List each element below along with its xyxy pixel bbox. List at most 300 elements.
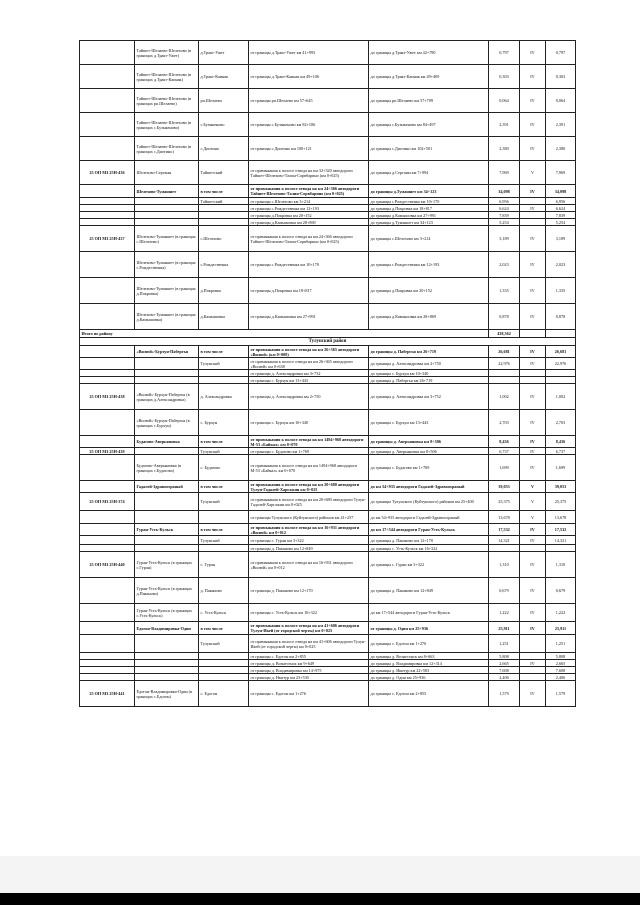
table-row	[80, 511, 576, 524]
cell-locality: с. Будагово	[199, 455, 249, 481]
cell-total: 39,053	[546, 481, 576, 493]
cell-to: до границы д.Тракт-Ужет км 42+790	[369, 41, 489, 65]
cell-to: до границы с.Бузыкеново км 84+497	[369, 113, 489, 137]
table-row	[80, 384, 576, 410]
cell-name	[135, 545, 199, 552]
cell-name: Гуран-Усть-Кульск (в границах с.Гуран)	[135, 552, 199, 578]
cell-length: 25,375	[489, 493, 520, 511]
cell-code	[80, 89, 135, 113]
cell-name: Будагово-Аверьяновка	[135, 436, 199, 448]
cell-total: 1,251	[546, 635, 576, 653]
table-row	[80, 455, 576, 481]
cell-from: от границы с. Едогон км 2+855	[249, 653, 369, 660]
cell-code	[80, 455, 135, 481]
cell-cat: V	[520, 481, 546, 493]
cell-total: 6,956	[546, 198, 576, 205]
district-total-value: 438,362	[489, 330, 520, 338]
cell-locality: д. Паканово	[199, 578, 249, 604]
cell-total: 1,579	[546, 681, 576, 707]
cell-code	[80, 667, 135, 674]
cell-length: 7,969	[489, 161, 520, 185]
cell-from: от примыкания к полосе отвода на км 1494+968 автодороги М-53 «Байкал» км 0+070	[249, 436, 369, 448]
cell-code	[80, 578, 135, 604]
cell-locality	[199, 545, 249, 552]
cell-total: 6,624	[546, 205, 576, 212]
cell-code	[80, 436, 135, 448]
cell-name: Шелехово-Серганы	[135, 161, 199, 185]
cell-from: от примыкания к полосе отвода на км 16+931 автодороги «Вилюй» км 0+012	[249, 552, 369, 578]
cell-code: 25 ОП МЗ 25Н-436	[80, 161, 135, 185]
cell-name	[135, 219, 199, 226]
cell-length: 3,189	[489, 226, 520, 252]
cell-code	[80, 358, 135, 370]
cell-length: 6,737	[489, 448, 520, 455]
cell-length: 0,878	[489, 304, 520, 330]
cell-cat: IV	[520, 205, 546, 212]
cell-locality: с.Рождественка	[199, 252, 249, 278]
cell-locality: Тулунский	[199, 358, 249, 370]
cell-length: 2,406	[489, 674, 520, 681]
cell-length: 2,380	[489, 137, 520, 161]
cell-locality: с.Бузыкеново	[199, 113, 249, 137]
table-row	[80, 185, 576, 198]
roads-register-table	[79, 40, 576, 707]
cell-name	[135, 493, 199, 511]
cell-total: 0,797	[546, 41, 576, 65]
table-row	[80, 681, 576, 707]
cell-locality: с.Диотино	[199, 137, 249, 161]
cell-to: до границы д. Владимировка км 12+314	[369, 660, 489, 667]
cell-total: 0,679	[546, 578, 576, 604]
cell-length: 25,911	[489, 622, 520, 635]
cell-from: от границы д.Камышовка км 28+869	[249, 219, 369, 226]
cell-cat: IV	[520, 604, 546, 622]
cell-total	[546, 370, 576, 377]
cell-name	[135, 370, 199, 377]
table-row	[80, 653, 576, 660]
cell-locality	[199, 219, 249, 226]
cell-from: от примыкания к полосе отвода на км 16+931 автодороги «Вилюй» км 0+012	[249, 524, 369, 536]
cell-to: до границы с. Усть-Кульск км 16+322	[369, 545, 489, 552]
cell-code	[80, 622, 135, 635]
cell-to: до границы д.Туманшет км 34+123	[369, 185, 489, 198]
cell-to: до границы д.Покровка км 18+817	[369, 205, 489, 212]
scan-edge-bar	[0, 893, 640, 905]
cell-name	[135, 511, 199, 524]
cell-cat: IV	[520, 536, 546, 545]
cell-total: 0,064	[546, 89, 576, 113]
cell-length: 0,303	[489, 65, 520, 89]
cell-locality: д.Покровка	[199, 278, 249, 304]
cell-cat	[520, 653, 546, 660]
cell-to: до границы д. Икитур км 22+583	[369, 667, 489, 674]
cell-name	[135, 205, 199, 212]
table-row	[80, 545, 576, 552]
cell-code	[80, 545, 135, 552]
table-row	[80, 346, 576, 358]
cell-total: 13,678	[546, 511, 576, 524]
cell-locality: с. Бурхун	[199, 410, 249, 436]
cell-code	[80, 198, 135, 205]
cell-name	[135, 536, 199, 545]
cell-total: 0,303	[546, 65, 576, 89]
cell-to: до границы д.Камышовка км 27+991	[369, 212, 489, 219]
cell-cat: IV	[520, 384, 546, 410]
cell-to: до границы д. Вознесенск км 8+663	[369, 653, 489, 660]
cell-locality: д.Тракт-Ужет	[199, 41, 249, 65]
cell-locality: в том числе	[199, 185, 249, 198]
cell-total: 1,335	[546, 278, 576, 304]
cell-locality	[199, 212, 249, 219]
cell-name: Шелехово-Туманшет	[135, 185, 199, 198]
cell-length: 2,023	[489, 252, 520, 278]
cell-name: Гадалей-Здравоохраный	[135, 481, 199, 493]
cell-cat	[520, 219, 546, 226]
cell-length: 1,222	[489, 604, 520, 622]
table-body-tulun	[80, 346, 576, 707]
cell-locality: д.Тракт-Каинак	[199, 65, 249, 89]
cell-locality	[199, 660, 249, 667]
cell-from: от границы д. Владимировка км 14+975	[249, 667, 369, 674]
table-row	[80, 524, 576, 536]
cell-total: 17,532	[546, 524, 576, 536]
cell-total: 7,839	[546, 212, 576, 219]
cell-to: до границы с. Бурхун км 13+443	[369, 410, 489, 436]
cell-from: от примыкания к полосе отвода на км 20+680 автодороги Тулун-Гадалей-Харгажин км 0+025	[249, 493, 369, 511]
cell-total: 22,976	[546, 358, 576, 370]
cell-cat: IV	[520, 622, 546, 635]
cell-cat: V	[520, 493, 546, 511]
cell-total: 1,222	[546, 604, 576, 622]
cell-cat: IV	[520, 524, 546, 536]
cell-from: от примыкания к полосе отвода на км 32+320 автодороги Тайшет-Шелехово-Талин-Сорвбарино (км 0+025)	[249, 161, 369, 185]
table-row	[80, 161, 576, 185]
cell-cat: IV	[520, 113, 546, 137]
cell-cat	[520, 377, 546, 384]
cell-to: до км 17+544 автодороги Гуран-Усть-Кульск	[369, 524, 489, 536]
cell-from: от границы с. Едогон км 1+276	[249, 681, 369, 707]
cell-cat: IV	[520, 252, 546, 278]
table-row	[80, 604, 576, 622]
cell-length: 34,098	[489, 185, 520, 198]
cell-locality: рп.Шелаево	[199, 89, 249, 113]
cell-name	[135, 448, 199, 455]
cell-total: 1,310	[546, 552, 576, 578]
cell-length: 8,436	[489, 436, 520, 448]
cell-cat: IV	[520, 410, 546, 436]
cell-to: до границы с.Рождественка км 12+193	[369, 252, 489, 278]
cell-length: 7,839	[489, 212, 520, 219]
cell-code	[80, 41, 135, 65]
cell-to: до границы с. Будагово км 1+769	[369, 455, 489, 481]
cell-from: от границы д. Александровка км 2+750	[249, 384, 369, 410]
cell-to: до км 17+544 автодороги Гуран-Усть-Кульск	[369, 604, 489, 622]
cell-name: Будагово-Аверьяновка (в границах с.Будагово)	[135, 455, 199, 481]
cell-to: от границы д. Один км 25+936	[369, 622, 489, 635]
cell-name: Шелехово-Туманшет (в границах с.Шелехово)	[135, 226, 199, 252]
cell-cat: IV	[520, 358, 546, 370]
cell-code	[80, 252, 135, 278]
cell-length: 6,624	[489, 205, 520, 212]
cell-code	[80, 604, 135, 622]
table-row	[80, 137, 576, 161]
table-row	[80, 552, 576, 578]
cell-length: 0,797	[489, 41, 520, 65]
cell-code	[80, 370, 135, 377]
cell-from: от границы с.Диотино км 100+121	[249, 137, 369, 161]
cell-code: 25 ОП МЗ 25Н-437	[80, 226, 135, 252]
cell-to: до границы д. Паканово км 12+170	[369, 536, 489, 545]
cell-from: от границы с. Усть-Кульск км 16+322	[249, 604, 369, 622]
cell-to: до границы д. Пабергья км 26+719	[369, 346, 489, 358]
cell-code	[80, 674, 135, 681]
cell-code	[80, 205, 135, 212]
cell-length	[489, 377, 520, 384]
cell-to: до границы с. Едогон км 2+855	[369, 681, 489, 707]
cell-total	[546, 377, 576, 384]
cell-to: до границы с. Гуран км 3+322	[369, 552, 489, 578]
cell-from: от примыкания к полосе отвода на км 24+366 автодороги Тайшет-Шелехово-Талин-Сорвбарино (км 0+025)	[249, 185, 369, 198]
cell-total: 7,969	[546, 161, 576, 185]
cell-cat	[520, 635, 546, 653]
cell-length: 22,976	[489, 358, 520, 370]
cell-code	[80, 377, 135, 384]
table-row	[80, 226, 576, 252]
table-body-taishet	[80, 41, 576, 330]
cell-total: 8,436	[546, 436, 576, 448]
cell-to: до границы с.Шелехово км 3+214	[369, 226, 489, 252]
table-row	[80, 113, 576, 137]
cell-name: Тайшет-Шелаево-Шелехово (в границах рп.Шелаево)	[135, 89, 199, 113]
cell-total: 14,321	[546, 536, 576, 545]
cell-code	[80, 185, 135, 198]
cell-from: от границы д.Покровка км 20+152	[249, 212, 369, 219]
cell-total	[546, 545, 576, 552]
table-row	[80, 410, 576, 436]
cell-code	[80, 660, 135, 667]
cell-length: 6,956	[489, 198, 520, 205]
cell-from: от границы с.Бузыкеново км 82+106	[249, 113, 369, 137]
cell-cat: IV	[520, 552, 546, 578]
cell-cat: IV	[520, 681, 546, 707]
table-row	[80, 436, 576, 448]
cell-cat: IV	[520, 278, 546, 304]
cell-from: от границы д. Паканово км 12+849	[249, 545, 369, 552]
cell-to: до км 54+935 автодороги Гадалей-Здравоохраный	[369, 511, 489, 524]
cell-length: 2,665	[489, 660, 520, 667]
cell-from: от границы д.Тракт-Каинак км 49+106	[249, 65, 369, 89]
table-row	[80, 370, 576, 377]
cell-locality: Тулунский	[199, 493, 249, 511]
cell-from: от границы рп.Шелаево км 57+645	[249, 89, 369, 113]
cell-total: 0,878	[546, 304, 576, 330]
district-total-label: Итого по району	[80, 330, 489, 338]
cell-from: от границы с. Гуран км 3+322	[249, 536, 369, 545]
cell-to: до границы д.Туманшет км 34+123	[369, 219, 489, 226]
cell-cat: IV	[520, 304, 546, 330]
cell-from: от примыкания к полосе отвода на км 26+365 автодороги «Вилюй» (км 0+008)	[249, 346, 369, 358]
table-row	[80, 198, 576, 205]
table-row	[80, 481, 576, 493]
table-row	[80, 205, 576, 212]
cell-code	[80, 113, 135, 137]
cell-name: Шелехово-Туманшет (в границах д.Покровка)	[135, 278, 199, 304]
cell-name: «Вилюй»-Бурхун-Пабергья (в границах с.Бурхун)	[135, 410, 199, 436]
cell-total: 6,737	[546, 448, 576, 455]
table-footer-total	[80, 330, 576, 346]
cell-name: «Вилюй»-Бурхун-Пабергья (в границах д.Александровка)	[135, 384, 199, 410]
cell-length: 1,002	[489, 384, 520, 410]
cell-code: 25 ОП МЗ 25Н-438	[80, 384, 135, 410]
cell-name	[135, 358, 199, 370]
cell-from: от границы с. Будагово км 1+769	[249, 448, 369, 455]
cell-code	[80, 524, 135, 536]
cell-locality: в том числе	[199, 436, 249, 448]
cell-length: 5,808	[489, 653, 520, 660]
cell-to: до границы д. Пабергья км 26+719	[369, 377, 489, 384]
cell-name	[135, 635, 199, 653]
cell-from: от примыкания к полосе отвода на км 1494+968 автодороги М-53 «Байкал» км 0+070	[249, 455, 369, 481]
cell-length: 39,053	[489, 481, 520, 493]
cell-to: до границы д.Серганы км 7+994	[369, 161, 489, 185]
cell-from: от границы д.Камышовка км 27+991	[249, 304, 369, 330]
cell-code	[80, 635, 135, 653]
cell-cat	[520, 198, 546, 205]
cell-to: до границы Тулунского (Куйтунского) районов км 25+400	[369, 493, 489, 511]
cell-length: 1,335	[489, 278, 520, 304]
cell-to: до границы д.Покровка км 20+152	[369, 278, 489, 304]
cell-cat: IV	[520, 226, 546, 252]
cell-locality: в том числе	[199, 524, 249, 536]
cell-from: от границы с. Бурхун км 10+340	[249, 410, 369, 436]
cell-to: до км 54+935 автодороги Гадалей-Здравоохраный	[369, 481, 489, 493]
cell-length: 13,678	[489, 511, 520, 524]
cell-from: от границы д. Александровка км 3+732	[249, 370, 369, 377]
cell-code	[80, 278, 135, 304]
cell-from: от границы д. Паканово км 12+170	[249, 578, 369, 604]
cell-length: 5,254	[489, 219, 520, 226]
table-row	[80, 41, 576, 65]
cell-name: Тайшет-Шелаево-Шелехово (в границах д.Тракт-Ужет)	[135, 41, 199, 65]
table-row	[80, 304, 576, 330]
table-row	[80, 660, 576, 667]
cell-cat	[520, 674, 546, 681]
cell-from: от примыкания к полосе отвода на км 20+680 автодороги Тулун-Гадалей-Харгажин км 0+025	[249, 481, 369, 493]
cell-locality: с. Усть-Кульск	[199, 604, 249, 622]
table-row	[80, 667, 576, 674]
cell-total: 2,391	[546, 113, 576, 137]
cell-length: 7,608	[489, 667, 520, 674]
cell-name	[135, 660, 199, 667]
cell-code	[80, 481, 135, 493]
cell-cat: IV	[520, 660, 546, 667]
cell-name	[135, 667, 199, 674]
cell-length: 14,321	[489, 536, 520, 545]
cell-total: 34,098	[546, 185, 576, 198]
table-row	[80, 377, 576, 384]
cell-total: 2,406	[546, 674, 576, 681]
cell-cat	[520, 370, 546, 377]
cell-name	[135, 377, 199, 384]
cell-locality: Тулунский	[199, 635, 249, 653]
cell-to: до границы д. Аверьяновка км 8+506	[369, 448, 489, 455]
cell-from: от границы д.Тракт-Ужет км 41+993	[249, 41, 369, 65]
cell-locality: в том числе	[199, 622, 249, 635]
cell-cat: IV	[520, 185, 546, 198]
cell-name	[135, 653, 199, 660]
cell-locality: с. Едогон	[199, 681, 249, 707]
cell-length: 2,703	[489, 410, 520, 436]
cell-locality: Тулунский	[199, 536, 249, 545]
cell-length: 1,699	[489, 455, 520, 481]
cell-locality: с.Шелехово	[199, 226, 249, 252]
table-row	[80, 448, 576, 455]
cell-locality	[199, 667, 249, 674]
cell-code	[80, 536, 135, 545]
cell-code	[80, 212, 135, 219]
cell-to: до границы д. Паканово км 12+849	[369, 578, 489, 604]
cell-locality	[199, 370, 249, 377]
cell-name: Тайшет-Шелаево-Шелехово (в границах д.Тракт-Каинак)	[135, 65, 199, 89]
cell-name: Шелехово-Туманшет (в границах д.Камышовка)	[135, 304, 199, 330]
cell-length: 1,579	[489, 681, 520, 707]
cell-cat: IV	[520, 448, 546, 455]
cell-total: 7,608	[546, 667, 576, 674]
cell-from: от границы д. Вознесенск км 9+649	[249, 660, 369, 667]
cell-total: 5,808	[546, 653, 576, 660]
cell-locality	[199, 511, 249, 524]
cell-locality: д. Александровка	[199, 384, 249, 410]
cell-from: от границы Тулунского (Куйтунского) районов км 41+257	[249, 511, 369, 524]
cell-to: до границы д.Камышовка км 28+869	[369, 304, 489, 330]
cell-to: до границы д. Один км 25+936	[369, 674, 489, 681]
cell-code	[80, 511, 135, 524]
cell-cat: V	[520, 511, 546, 524]
cell-locality: Тайшетский	[199, 161, 249, 185]
cell-locality	[199, 205, 249, 212]
cell-locality: Тайшетский	[199, 198, 249, 205]
cell-name: «Вилюй»-Бурхун-Пабергья	[135, 346, 199, 358]
cell-code	[80, 653, 135, 660]
table-row	[80, 278, 576, 304]
cell-from: от границы с.Рождественка км 12+193	[249, 205, 369, 212]
cell-total: 2,703	[546, 410, 576, 436]
cell-name: Едогон-Владимировка-Один (в границах с.Едогон)	[135, 681, 199, 707]
cell-name	[135, 212, 199, 219]
cell-length: 26,681	[489, 346, 520, 358]
cell-to: до границы д. Аверьяновка км 8+506	[369, 436, 489, 448]
cell-locality: Тулунский	[199, 448, 249, 455]
cell-name: Едогон-Владимировка-Один	[135, 622, 199, 635]
cell-to: до границы с.Рождественка км 10+170	[369, 198, 489, 205]
cell-from: от границы с. Бурхун км 13+443	[249, 377, 369, 384]
cell-to: до границы с. Бурхун км 10+340	[369, 370, 489, 377]
table-row	[80, 578, 576, 604]
cell-code	[80, 346, 135, 358]
cell-code	[80, 65, 135, 89]
cell-from: от границы с.Рождественка км 10+170	[249, 252, 369, 278]
cell-code: 25 ОП МЗ 25Н-441	[80, 681, 135, 707]
cell-cat: IV	[520, 436, 546, 448]
cell-cat	[520, 545, 546, 552]
cell-cat: IV	[520, 346, 546, 358]
cell-from: от границы с.Шелехово км 3+214	[249, 198, 369, 205]
cell-total: 25,375	[546, 493, 576, 511]
cell-name: Гуран-Усть-Кульск (в границах с.Усть-Кульск)	[135, 604, 199, 622]
cell-from: от примыкания к полосе отвода на км 26+365 автодороги «Вилюй» км 0+638	[249, 358, 369, 370]
cell-code	[80, 304, 135, 330]
cell-code: 25 ОП МЗ 25Н-374	[80, 493, 135, 511]
